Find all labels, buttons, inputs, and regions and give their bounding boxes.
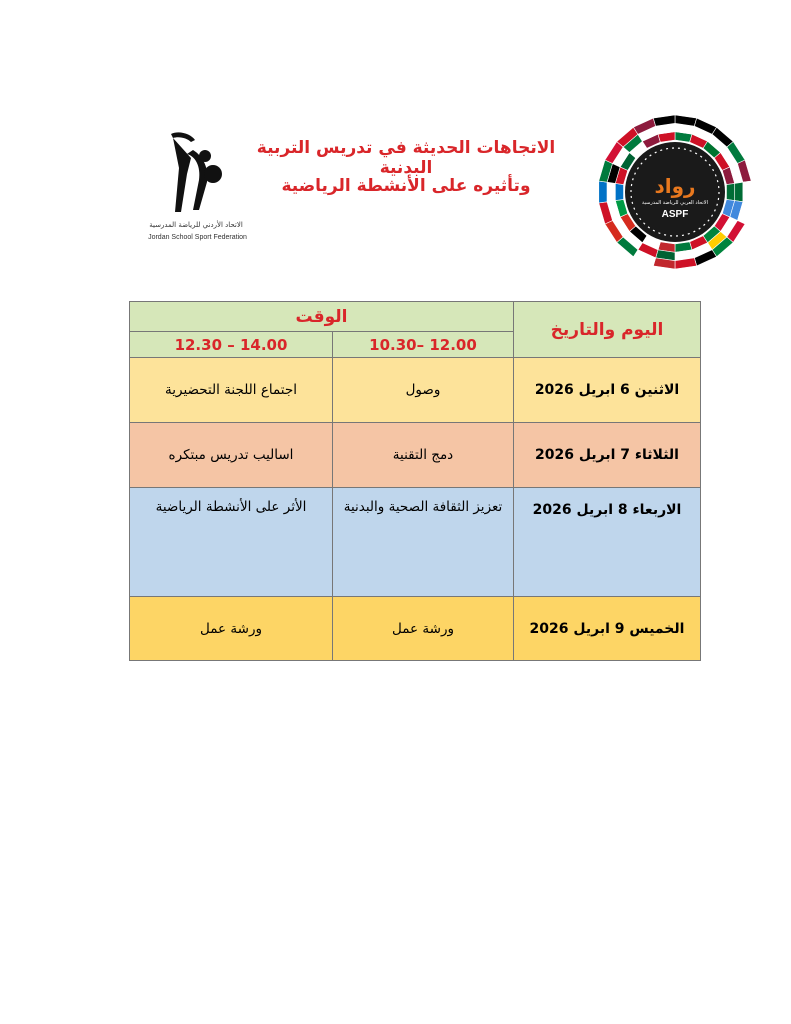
schedule-table [129,301,701,661]
logo-abbr: ASPF [661,209,689,220]
flag-segment [726,183,734,200]
page-title-line2: وتأثيره على الأنشطة الرياضية [281,176,531,196]
org-name-english: Jordan School Sport Federation [148,234,247,241]
aspf-flags-ring-icon [596,113,754,271]
day-cell: الخميس 9 ابريل 2026 [514,597,701,661]
activity-cell: ورشة عمل [333,597,514,661]
activity-cell: اجتماع اللجنة التحضيرية [130,358,333,423]
logo-arabic-sub: الاتحاد العربي للرياضة المدرسية [641,200,709,206]
activity-cell: الأثر على الأنشطة الرياضية [130,488,333,597]
day-cell: الاثنين 6 ابريل 2026 [514,358,701,423]
day-cell: الاربعاء 8 ابريل 2026 [514,488,701,597]
table-row [130,358,701,423]
page-title-line1: الاتجاهات الحديثة في تدريس التربية البدنية [256,138,556,178]
flag-segment [615,183,623,200]
table-row [130,597,701,661]
activity-cell: ورشة عمل [130,597,333,661]
table-row [130,423,701,488]
day-cell: الثلاثاء 7 ابريل 2026 [514,423,701,488]
flag-segment [599,181,607,203]
activity-cell: تعزيز الثقافة الصحية والبدنية [333,488,514,597]
aspf-logo [596,113,754,271]
activity-cell: اساليب تدريس مبتكره [130,423,333,488]
flag-segment [607,182,615,202]
flag-segment [743,181,751,203]
date-column-header: اليوم والتاريخ [514,302,701,358]
logo-arabic-word: رواد [654,174,696,198]
jssf-emblem-icon [165,128,229,216]
time-column-header: الوقت [130,302,514,332]
time-slot-2: 14.00 – 12.30 [130,332,333,358]
activity-cell: دمج التقنية [333,423,514,488]
time-slot-1: 12.00 –10.30 [333,332,514,358]
table-header-row [130,302,701,332]
flag-segment [735,182,743,202]
org-name-arabic: الاتحاد الأردني للرياضة المدرسية [149,221,243,229]
table-row [130,488,701,597]
activity-cell: وصول [333,358,514,423]
